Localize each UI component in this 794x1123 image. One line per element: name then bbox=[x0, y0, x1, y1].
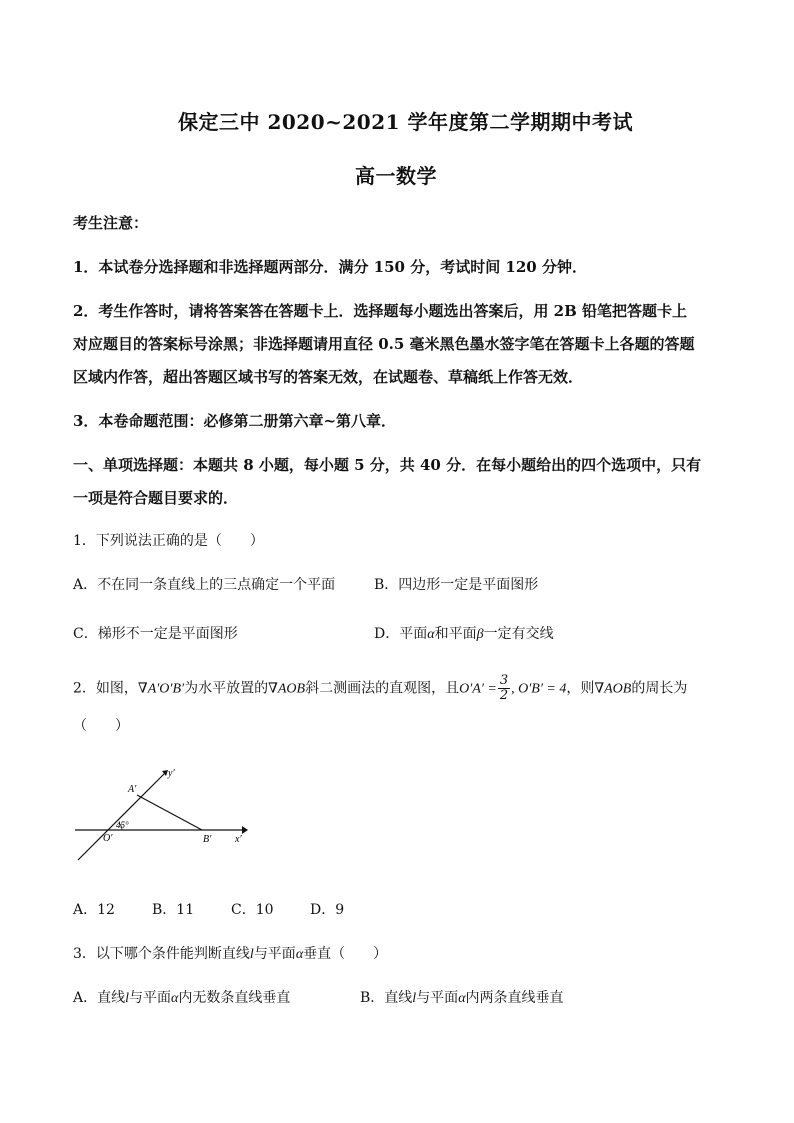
line-l-symbol: l bbox=[125, 991, 130, 1006]
q3-a-prefix: A．直线 bbox=[73, 990, 126, 1006]
alpha-symbol: α bbox=[458, 991, 466, 1006]
q3-b-suffix: 内两条直线垂直 bbox=[465, 990, 564, 1006]
y-axis-line bbox=[78, 773, 165, 860]
x-axis-arrow bbox=[242, 826, 248, 834]
alpha-symbol: α bbox=[171, 991, 179, 1006]
fraction-denominator: 2 bbox=[499, 688, 509, 703]
q3-option-a bbox=[73, 987, 290, 1007]
section-1-line-2: 一项是符合题目要求的． bbox=[73, 489, 239, 507]
point-a-label: A′ bbox=[128, 784, 137, 795]
q2-option-c: C．10 bbox=[231, 902, 274, 918]
point-o-label: O′ bbox=[103, 833, 113, 844]
eq-ob-prime: , O′B′ = 4 bbox=[511, 681, 567, 697]
q1-d-suffix: 一定有交线 bbox=[483, 626, 554, 642]
x-axis-label: x′ bbox=[235, 834, 242, 845]
q2-stem-mid-1: 为水平放置的 bbox=[184, 680, 269, 697]
q2-stem bbox=[73, 674, 687, 703]
notice-heading: 考生注意： bbox=[73, 214, 149, 232]
subject-title: 高一数学 bbox=[355, 164, 437, 188]
triangle-aob: ∇AOB bbox=[268, 681, 306, 697]
point-b-label: B′ bbox=[203, 834, 212, 845]
beta-symbol: β bbox=[476, 627, 484, 642]
section-1-line-1: 一、单项选择题：本题共 8 小题，每小题 5 分，共 40 分．在每小题给出的四个选项中，只有 bbox=[73, 456, 702, 474]
line-l-symbol: l bbox=[249, 947, 254, 962]
triangle-aob-2: ∇AOB bbox=[594, 681, 632, 697]
q2-stem-suffix: 的周长为 bbox=[631, 680, 688, 697]
notice-item-2-line-2: 对应题目的答案标号涂黑；非选择题请用直径 0.5 毫米黑色墨水签字笔在答题卡上各题的答题 bbox=[73, 335, 695, 353]
segment-a-b bbox=[137, 795, 202, 830]
y-axis-label: y′ bbox=[168, 768, 175, 779]
q3-stem bbox=[73, 943, 387, 963]
q3-b-mid: 与平面 bbox=[416, 990, 459, 1006]
q1-option-d bbox=[374, 623, 554, 643]
fraction-three-halves bbox=[498, 674, 510, 703]
q3-b-prefix: B．直线 bbox=[360, 990, 413, 1006]
q2-stem-mid-2: 斜二测画法的直观图，且 bbox=[305, 680, 460, 697]
alpha-symbol: α bbox=[295, 947, 304, 962]
q1-option-c: C．梯形不一定是平面图形 bbox=[73, 626, 238, 642]
fraction-numerator: 3 bbox=[499, 673, 509, 688]
q2-answer-paren: （ ） bbox=[73, 718, 129, 734]
q2-option-d: D．9 bbox=[310, 902, 345, 918]
q3-a-mid: 与平面 bbox=[129, 990, 172, 1006]
q3-stem-suffix: 垂直（ ） bbox=[303, 946, 388, 962]
q1-d-prefix: D．平面 bbox=[374, 626, 428, 642]
q1-option-a: A．不在同一条直线上的三点确定一个平面 bbox=[73, 577, 336, 593]
notice-item-2-line-1: 2．考生作答时，请将答案答在答题卡上．选择题每小题选出答案后，用 2B 铅笔把答题卡上 bbox=[73, 302, 688, 320]
notice-item-2-line-3: 区域内作答，超出答题区域书写的答案无效，在试题卷、草稿纸上作答无效． bbox=[73, 368, 584, 386]
q2-stem-prefix: 2．如图， bbox=[73, 680, 138, 697]
notice-item-1: 1．本试卷分选择题和非选择题两部分．满分 150 分，考试时间 120 分钟． bbox=[73, 258, 587, 276]
q2-option-a: A．12 bbox=[73, 902, 115, 918]
q3-stem-mid: 与平面 bbox=[253, 946, 296, 962]
exam-title: 保定三中 2020~2021 学年度第二学期期中考试 bbox=[178, 110, 634, 134]
triangle-a-o-b-prime: ∇A′O′B′ bbox=[137, 681, 185, 697]
q2-option-b: B．11 bbox=[152, 902, 195, 918]
notice-item-3: 3．本卷命题范围：必修第二册第六章~第八章． bbox=[73, 412, 397, 430]
q2-figure bbox=[70, 758, 270, 868]
q2-stem-mid-3: ，则 bbox=[566, 680, 595, 697]
q1-d-mid: 和平面 bbox=[434, 626, 477, 642]
q3-a-suffix: 内无数条直线垂直 bbox=[178, 990, 291, 1006]
q3-stem-prefix: 3．以下哪个条件能判断直线 bbox=[73, 946, 250, 962]
angle-label: 45° bbox=[116, 820, 129, 830]
q3-option-b bbox=[360, 987, 564, 1007]
q1-stem: 1．下列说法正确的是（ ） bbox=[73, 533, 264, 549]
q1-option-b: B．四边形一定是平面图形 bbox=[374, 577, 539, 593]
line-l-symbol: l bbox=[412, 991, 417, 1006]
eq-oa-prime: O′A′ = bbox=[459, 681, 497, 697]
alpha-symbol: α bbox=[427, 627, 435, 642]
